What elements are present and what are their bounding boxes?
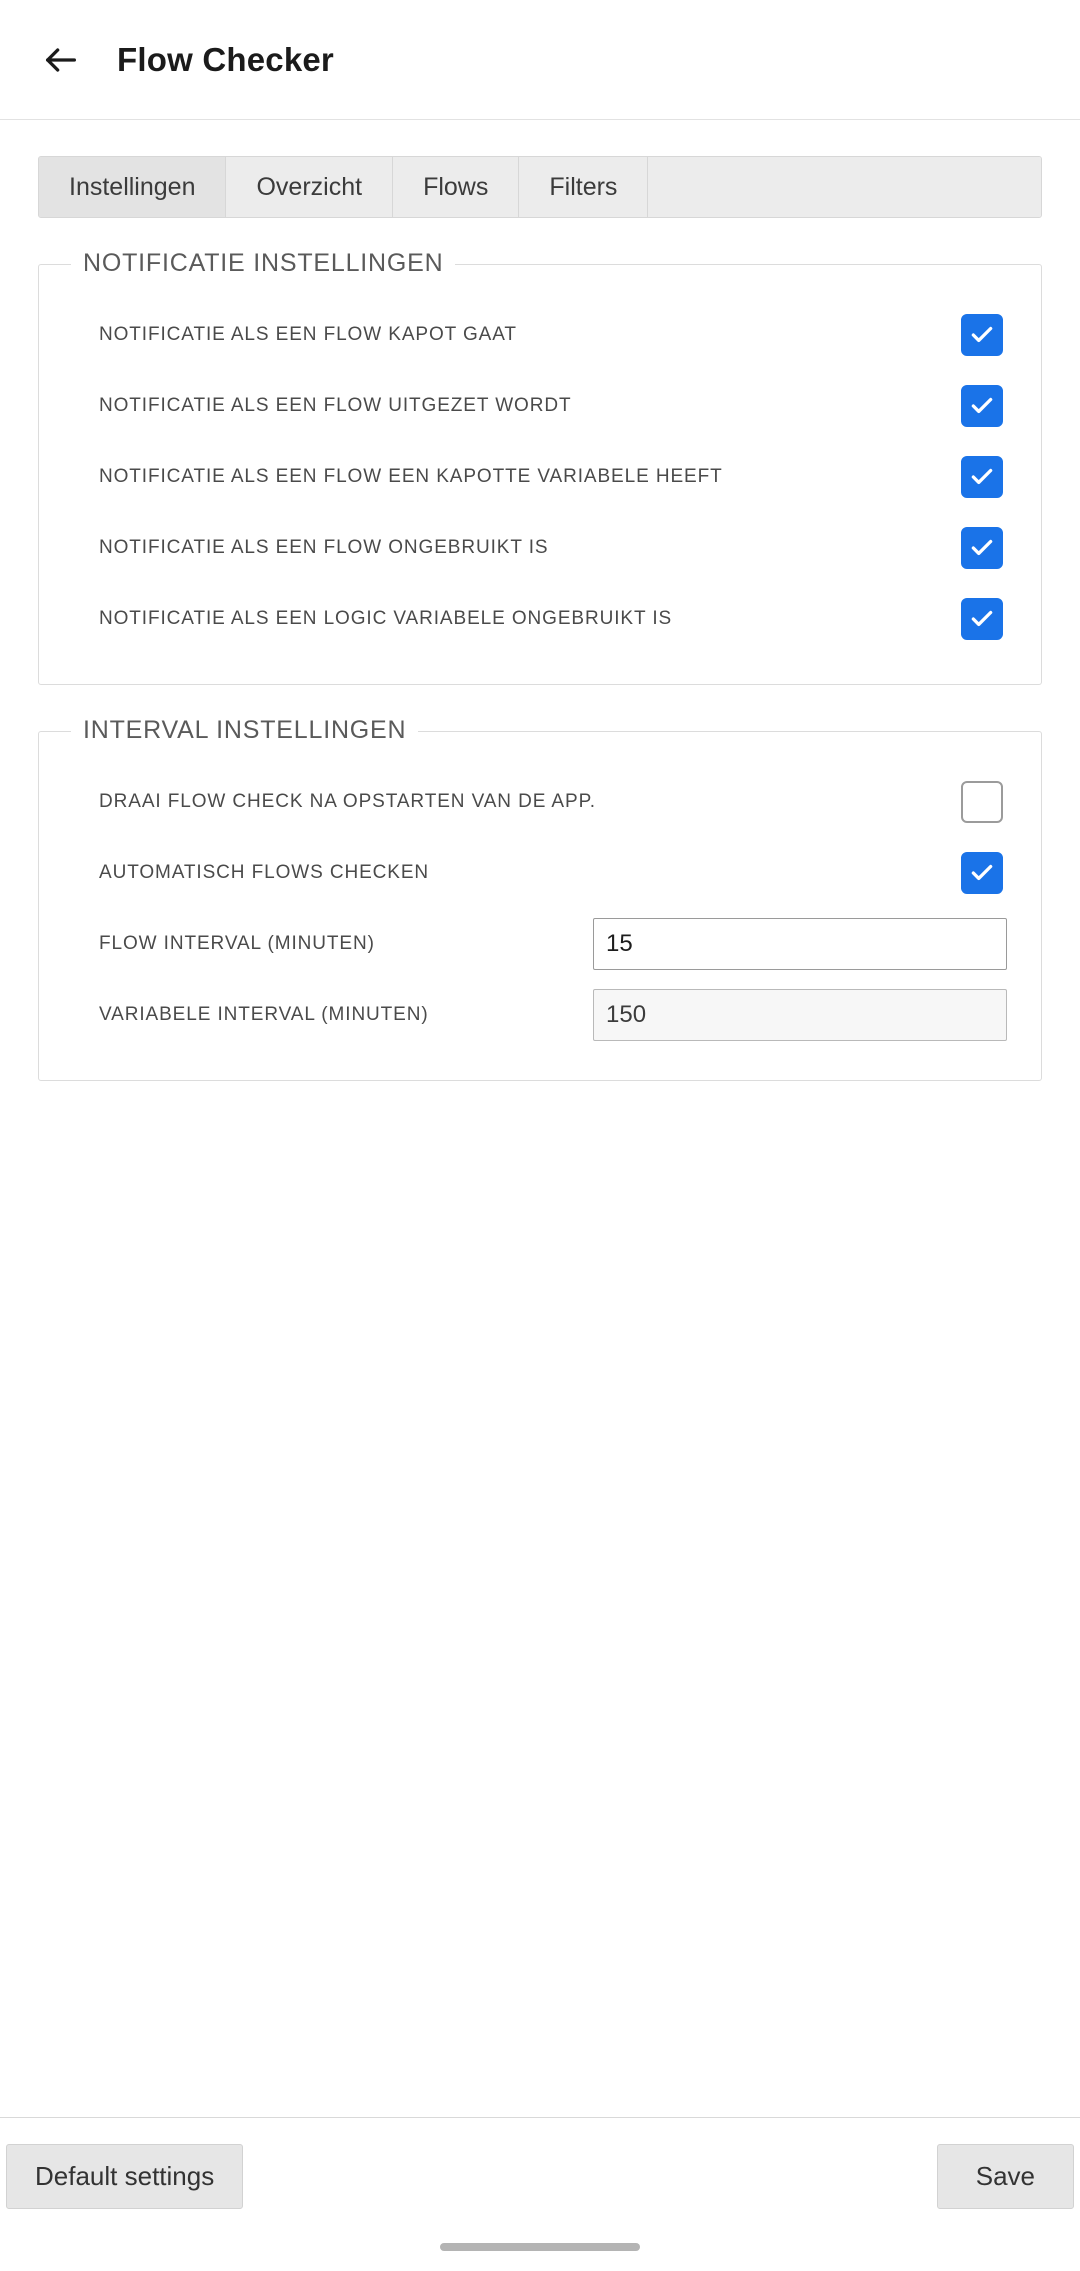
setting-label: VARIABELE INTERVAL (MINUTEN) [99, 1003, 429, 1025]
setting-row-flow-ongebruikt [73, 512, 1007, 583]
check-icon [969, 393, 995, 419]
flow-interval-input[interactable] [593, 918, 1007, 970]
checkbox-flow-kapot[interactable] [961, 314, 1003, 356]
setting-label: NOTIFICATIE ALS EEN FLOW UITGEZET WORDT [99, 394, 572, 416]
group-interval-instellingen [38, 716, 1042, 1081]
check-icon [969, 535, 995, 561]
checkbox-kapotte-variabele[interactable] [961, 456, 1003, 498]
variabele-interval-input[interactable] [593, 989, 1007, 1041]
setting-label: NOTIFICATIE ALS EEN LOGIC VARIABELE ONGEBRUIKT IS [99, 607, 673, 629]
tab-label: Filters [549, 172, 618, 201]
setting-label: DRAAI FLOW CHECK NA OPSTARTEN VAN DE APP. [99, 790, 596, 812]
setting-label: NOTIFICATIE ALS EEN FLOW KAPOT GAAT [99, 323, 517, 345]
setting-row-automatisch-flows-checken [73, 837, 1007, 908]
checkbox-flow-check-opstarten[interactable] [961, 781, 1003, 823]
checkbox-flow-uitgezet[interactable] [961, 385, 1003, 427]
tab-instellingen[interactable] [39, 157, 226, 217]
setting-row-flow-kapot [73, 299, 1007, 370]
check-icon [969, 464, 995, 490]
home-indicator [0, 2235, 1080, 2271]
group-legend: INTERVAL INSTELLINGEN [71, 716, 418, 745]
setting-row-kapotte-variabele [73, 441, 1007, 512]
group-legend: NOTIFICATIE INSTELLINGEN [71, 249, 455, 278]
checkbox-logic-variabele-ongebruikt[interactable] [961, 598, 1003, 640]
tab-bar [38, 156, 1042, 218]
tab-filters[interactable] [519, 157, 648, 217]
check-icon [969, 322, 995, 348]
setting-label: NOTIFICATIE ALS EEN FLOW EEN KAPOTTE VARIABELE HEEFT [99, 465, 723, 487]
check-icon [969, 860, 995, 886]
settings-content [0, 120, 1080, 2117]
check-icon [969, 606, 995, 632]
tab-bar-filler [648, 157, 1041, 217]
setting-row-variabele-interval [73, 979, 1007, 1050]
setting-label: AUTOMATISCH FLOWS CHECKEN [99, 861, 430, 883]
page-title: Flow Checker [117, 40, 334, 78]
setting-row-flow-interval [73, 908, 1007, 979]
setting-row-flow-uitgezet [73, 370, 1007, 441]
tab-label: Instellingen [69, 172, 196, 201]
arrow-left-icon [41, 40, 81, 80]
setting-label: NOTIFICATIE ALS EEN FLOW ONGEBRUIKT IS [99, 536, 549, 558]
save-button[interactable]: Save [937, 2144, 1074, 2209]
back-button[interactable] [30, 29, 92, 91]
default-settings-button[interactable]: Default settings [6, 2144, 243, 2209]
tab-label: Flows [423, 172, 489, 201]
setting-row-logic-variabele-ongebruikt [73, 583, 1007, 654]
tab-flows[interactable] [393, 157, 519, 217]
setting-label: FLOW INTERVAL (MINUTEN) [99, 932, 375, 954]
group-notificatie-instellingen [38, 249, 1042, 685]
app-header [0, 0, 1080, 120]
home-bar [440, 2243, 640, 2251]
checkbox-automatisch-flows-checken[interactable] [961, 852, 1003, 894]
tab-label: Overzicht [256, 172, 363, 201]
checkbox-flow-ongebruikt[interactable] [961, 527, 1003, 569]
tab-overzicht[interactable] [226, 157, 393, 217]
setting-row-flow-check-opstarten [73, 766, 1007, 837]
footer-action-bar [0, 2117, 1080, 2235]
